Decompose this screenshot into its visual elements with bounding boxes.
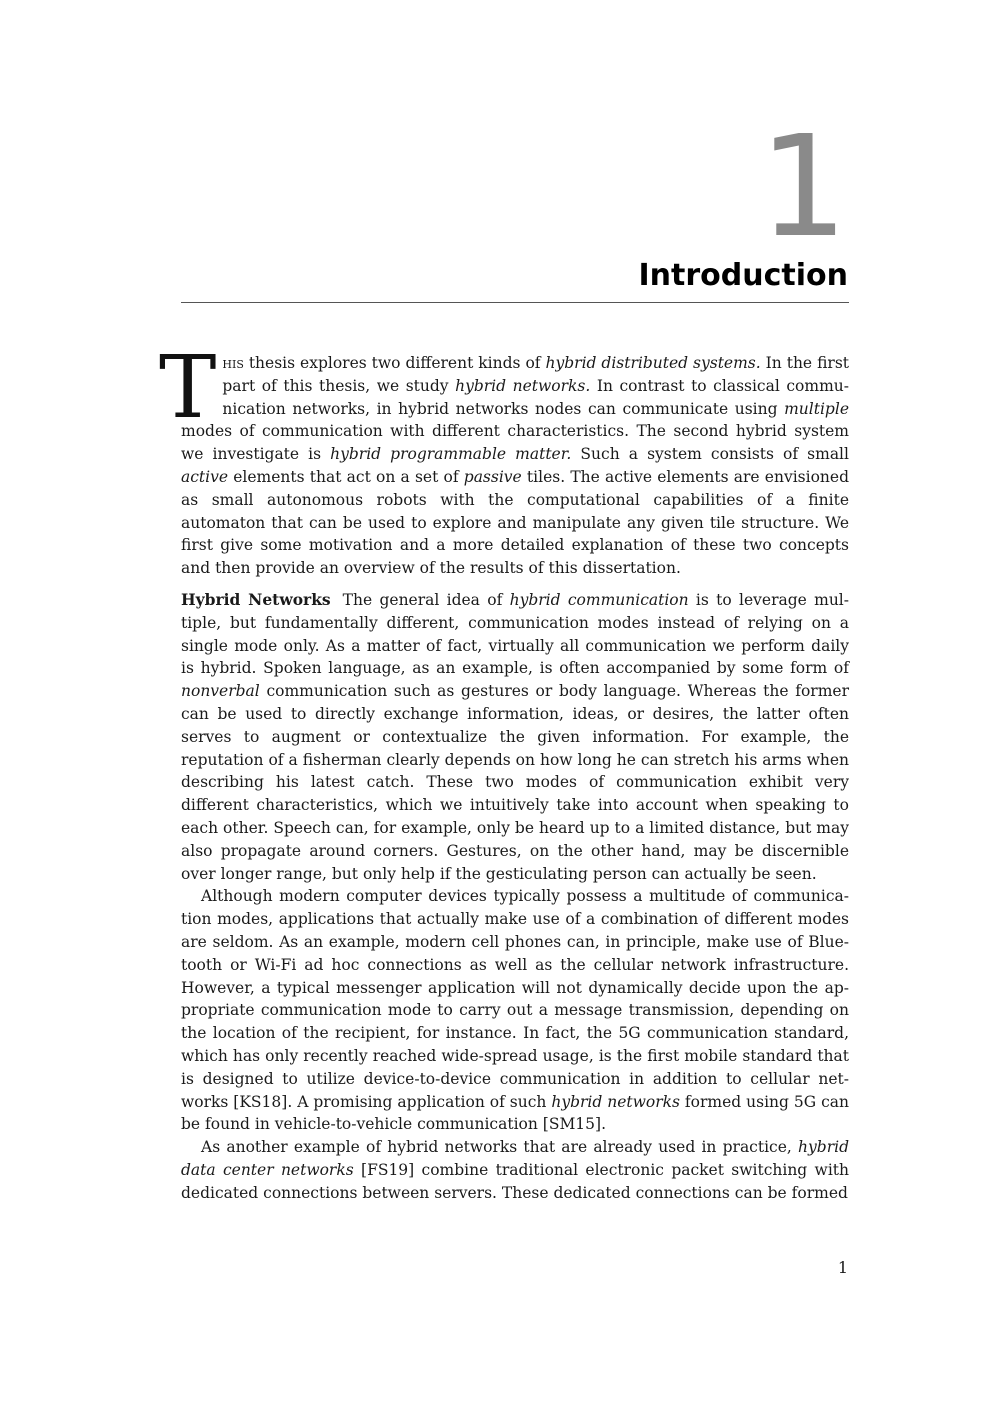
emphasis: hybrid networks [551,1092,680,1111]
text-run: [FS19] combine traditional electronic packet switching with dedicated connections between servers. These dedicated connections can be formed [181,1160,849,1202]
emphasis: active [181,467,229,486]
text-run: formed using 5G can be found in vehicle-to-vehicle communication [SM15]. [181,1092,849,1134]
text-run: The general idea of [342,590,510,609]
emphasis: hybrid programmable matter. [330,445,572,464]
text-run: is to leverage multiple, but fundamentally different, communication modes instead of relying on a single mode only. As a matter of fact, virtually all communication we perform daily is hybrid. Spoken language, as an example, is often accompanied by some form of [181,590,850,678]
text-run: thesis explores two different kinds of [243,354,546,372]
emphasis: passive [463,467,522,486]
emphasis: hybrid distributed systems. [545,354,761,372]
hybrid-networks-paragraph-2 [181,885,849,1136]
emphasis: multiple [784,399,849,418]
hybrid-networks-paragraph-1 [181,589,849,885]
title-divider [181,302,849,303]
chapter-title: Introduction [638,258,848,293]
section-heading: Hybrid Networks [181,589,331,609]
text-run: elements that act on a set of [228,467,464,486]
page-number: 1 [837,1258,848,1277]
intro-paragraph [159,338,850,580]
intro-smallcaps: his [222,354,244,372]
chapter-number: 1 [758,106,848,269]
text-run: Such a system consists of small [571,445,849,464]
text-run: In contrast to classical communication networks, in hybrid networks nodes can communicate using [222,376,849,418]
text-run: Although modern computer devices typically possess a multitude of communication modes, applications that actually make use of a combination of different modes are seldom. As an example, modern cell phones can, in principle, make use of Bluetooth or Wi-Fi ad hoc connections as well as the cellular network infrastructure. However, a typical messenger application will not dynamically decide upon the appropriate communication mode to carry out a message transmission, depending on the location of the recipient, for instance. In fact, the 5G communication standard, which has only recently reached wide-spread usage, is the first mobile standard that is designed to utilize device-to-device communication in addition to cellular networks [KS18]. A promising application of such [181,887,849,1111]
body-text [159,338,850,1204]
emphasis: nonverbal [181,682,260,701]
emphasis: hybrid communication [509,590,689,609]
text-run: communication such as gestures or body language. Whereas the former can be used to directly exchange information, ideas, or desires, the latter often serves to augment or contextualize the given information. For example, the reputation of a fisherman clearly depends on how long he can stretch his arms when describing his latest catch. These two modes of communication exhibit very different characteristics, which we intuitively take into account when speaking to each other. Speech can, for example, only be heard up to a limited distance, but may also propagate around corners. Gestures, on the other hand, may be discernible over longer range, but only help if the gesticulating person can actually be seen. [181,682,849,883]
text-run: modes of communication with different characteristics. The second hybrid system we investigate is [181,422,849,464]
emphasis: hybrid data center networks [181,1138,849,1179]
text-run: tiles. The active elements are envisioned as small autonomous robots with the computational capabilities of a finite automaton that can be used to explore and manipulate any given tile structure. We first give some motivation and a more detailed explanation of these two concepts and then provide an overview of the results of this dissertation. [181,467,849,578]
hybrid-networks-paragraph-3 [181,1136,849,1204]
text-run: As another example of hybrid networks that are already used in practice, [201,1138,799,1157]
dropcap: T [159,338,217,438]
text-run: In the first part of this thesis, we study [222,354,850,395]
emphasis: hybrid networks. [455,376,591,395]
